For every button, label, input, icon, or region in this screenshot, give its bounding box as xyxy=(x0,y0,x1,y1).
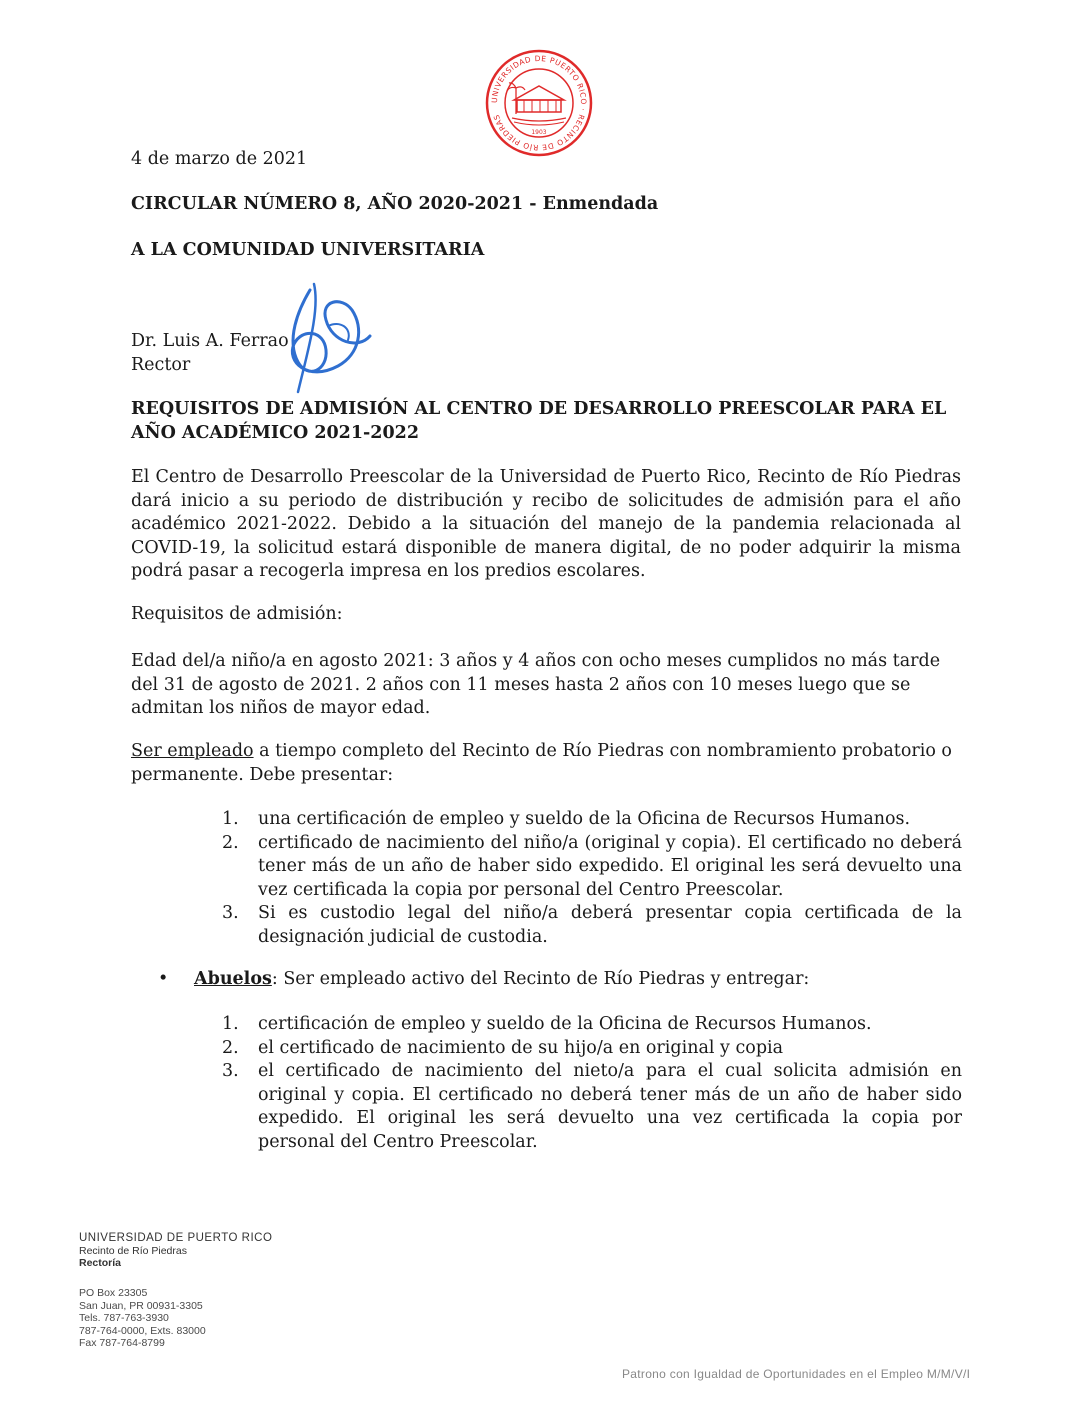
bullet-icon: • xyxy=(158,969,169,989)
age-requirement: Edad del/a niño/a en agosto 2021: 3 años y 4 años con ocho meses cumplidos no más tarde del 31 de agosto de 2021. 2 años con 11 meses hasta 2 años con 10 meses luego que se admitan los niños de mayor edad. xyxy=(131,651,941,718)
list-item: 1. una certificación de empleo y sueldo de la Oficina de Recursos Humanos. xyxy=(222,809,911,829)
employee-documents-list xyxy=(222,808,962,949)
requirements-label: Requisitos de admisión: xyxy=(131,604,343,624)
list-item: 3. Si es custodio legal del niño/a deberá presentar copia certificada de la designación judicial de custodia. xyxy=(222,903,962,947)
footer-office: Rectoría xyxy=(79,1257,122,1269)
signer-name: Dr. Luis A. Ferrao xyxy=(131,331,289,351)
circular-number: CIRCULAR NÚMERO 8, AÑO 2020-2021 - Enmendada xyxy=(131,194,659,214)
employee-rest: a tiempo completo del Recinto de Río Piedras con nombramiento probatorio o permanente. Debe presentar: xyxy=(131,741,952,785)
footer-address-line: San Juan, PR 00931-3305 xyxy=(79,1299,203,1312)
grandparents-documents-list xyxy=(222,1013,962,1154)
grandparents-requirement xyxy=(158,968,958,992)
footer-address-line: 787-764-0000, Exts. 83000 xyxy=(79,1324,206,1337)
employee-requirement xyxy=(131,740,961,787)
list-item: 2. certificado de nacimiento del niño/a (original y copia). El certificado no deberá tener más de un año de haber sido expedido. El original les será devuelto una vez certificada la copia por personal del Centro Preescolar. xyxy=(222,832,962,900)
footer-address-line: Fax 787-764-8799 xyxy=(79,1337,165,1349)
recipient-line: A LA COMUNIDAD UNIVERSITARIA xyxy=(131,240,485,260)
signer-block xyxy=(131,330,289,377)
footer-campus: Recinto de Río Piedras xyxy=(79,1244,187,1257)
svg-text:1903: 1903 xyxy=(531,129,547,136)
university-seal-logo xyxy=(484,48,594,158)
svg-text:UNIVERSIDAD DE PUERTO RICO · R: UNIVERSIDAD DE PUERTO RICO · RECINTO DE RÍO PIEDRAS xyxy=(489,53,589,153)
grandparents-rest: : Ser empleado activo del Recinto de Río Piedras y entregar: xyxy=(271,969,810,989)
list-item: 2. el certificado de nacimiento de su hijo/a en original y copia xyxy=(222,1037,784,1058)
list-item: 3. el certificado de nacimiento del nieto/a para el cual solicita admisión en original y copia. El certificado no deberá tener más de un año de haber sido expedido. El original les será devuelto una vez certificada la copia por personal del Centro Preescolar. xyxy=(222,1061,962,1152)
document-date: 4 de marzo de 2021 xyxy=(131,149,308,169)
grandparents-lead: Abuelos xyxy=(194,969,272,989)
list-item: 1. certificación de empleo y sueldo de la Oficina de Recursos Humanos. xyxy=(222,1014,872,1034)
employee-lead: Ser empleado xyxy=(131,741,254,761)
footer-address-line: PO Box 23305 xyxy=(79,1287,148,1299)
footer-eeo-statement: Patrono con Igualdad de Oportunidades en el Empleo M/M/V/I xyxy=(622,1367,971,1381)
document-heading: REQUISITOS DE ADMISIÓN AL CENTRO DE DESARROLLO PREESCOLAR PARA EL AÑO ACADÉMICO 2021-2022 xyxy=(131,399,947,443)
signer-title: Rector xyxy=(131,354,191,375)
intro-paragraph: El Centro de Desarrollo Preescolar de la Universidad de Puerto Rico, Recinto de Río Piedras dará inicio a su periodo de distribución y recibo de solicitudes de admisión para el año académico 2021-2022. Debido a la situación del manejo de la pandemia relacionada al COVID-19, la solicitud estará disponible de manera digital, de no poder adquirir la misma podrá pasar a recogerla impresa en los predios escolares. xyxy=(131,467,961,581)
footer-university-block xyxy=(79,1232,272,1270)
footer-contact-block xyxy=(79,1287,206,1350)
footer-university: UNIVERSIDAD DE PUERTO RICO xyxy=(79,1232,273,1244)
footer-address-line: Tels. 787-763-3930 xyxy=(79,1312,169,1324)
